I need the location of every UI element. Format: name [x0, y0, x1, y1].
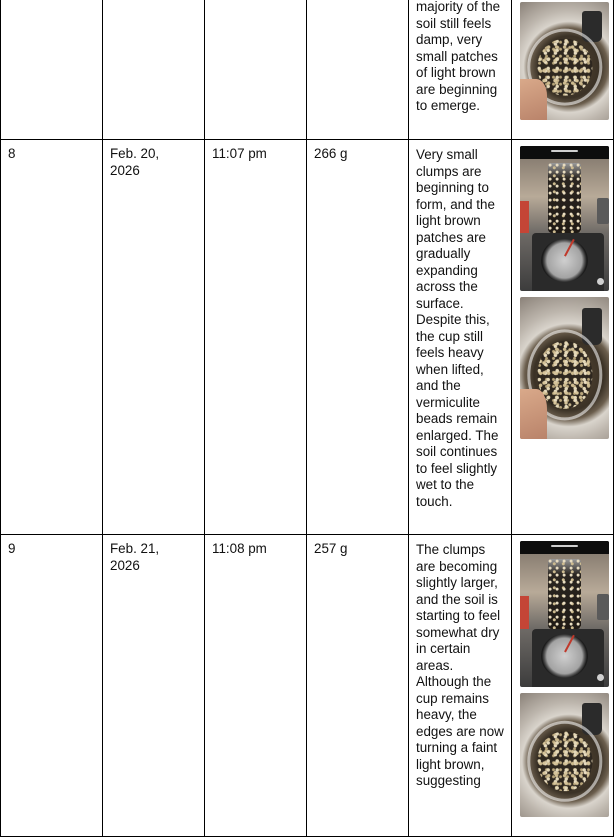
date-cell — [103, 0, 205, 140]
date-cell: Feb. 21, 2026 — [103, 535, 205, 837]
cup-photo — [520, 2, 609, 120]
weight-cell — [307, 0, 409, 140]
table-row — [1, 140, 614, 535]
time-cell: 11:07 pm — [205, 140, 307, 535]
scale-photo — [520, 541, 609, 687]
observation-cell: majority of the soil still feels damp, very small patches of light brown are beginning to emerge. — [409, 0, 512, 140]
photo-cell — [512, 140, 614, 535]
cup-photo — [520, 693, 609, 817]
table-row — [1, 535, 614, 837]
cup-photo — [520, 297, 609, 439]
observation-cell: The clumps are becoming slightly larger, and the soil is starting to feel somewhat dry in certain areas. Although the cup remains heavy, the edges are now turning a faint light brown, suggesting — [409, 535, 512, 837]
weight-cell: 257 g — [307, 535, 409, 837]
table-row — [1, 0, 614, 140]
day-cell: 8 — [1, 140, 103, 535]
time-cell: 11:08 pm — [205, 535, 307, 837]
photo-cell — [512, 0, 614, 140]
weight-cell: 266 g — [307, 140, 409, 535]
scale-photo — [520, 146, 609, 291]
day-cell — [1, 0, 103, 140]
time-cell — [205, 0, 307, 140]
date-cell: Feb. 20, 2026 — [103, 140, 205, 535]
day-cell: 9 — [1, 535, 103, 837]
observation-cell: Very small clumps are beginning to form, and the light brown patches are gradually expanding across the surface. Despite this, the cup still feels heavy when lifted, and the vermiculite beads remain enlarged. The soil continues to feel slightly wet to the touch. — [409, 140, 512, 535]
photo-cell — [512, 535, 614, 837]
